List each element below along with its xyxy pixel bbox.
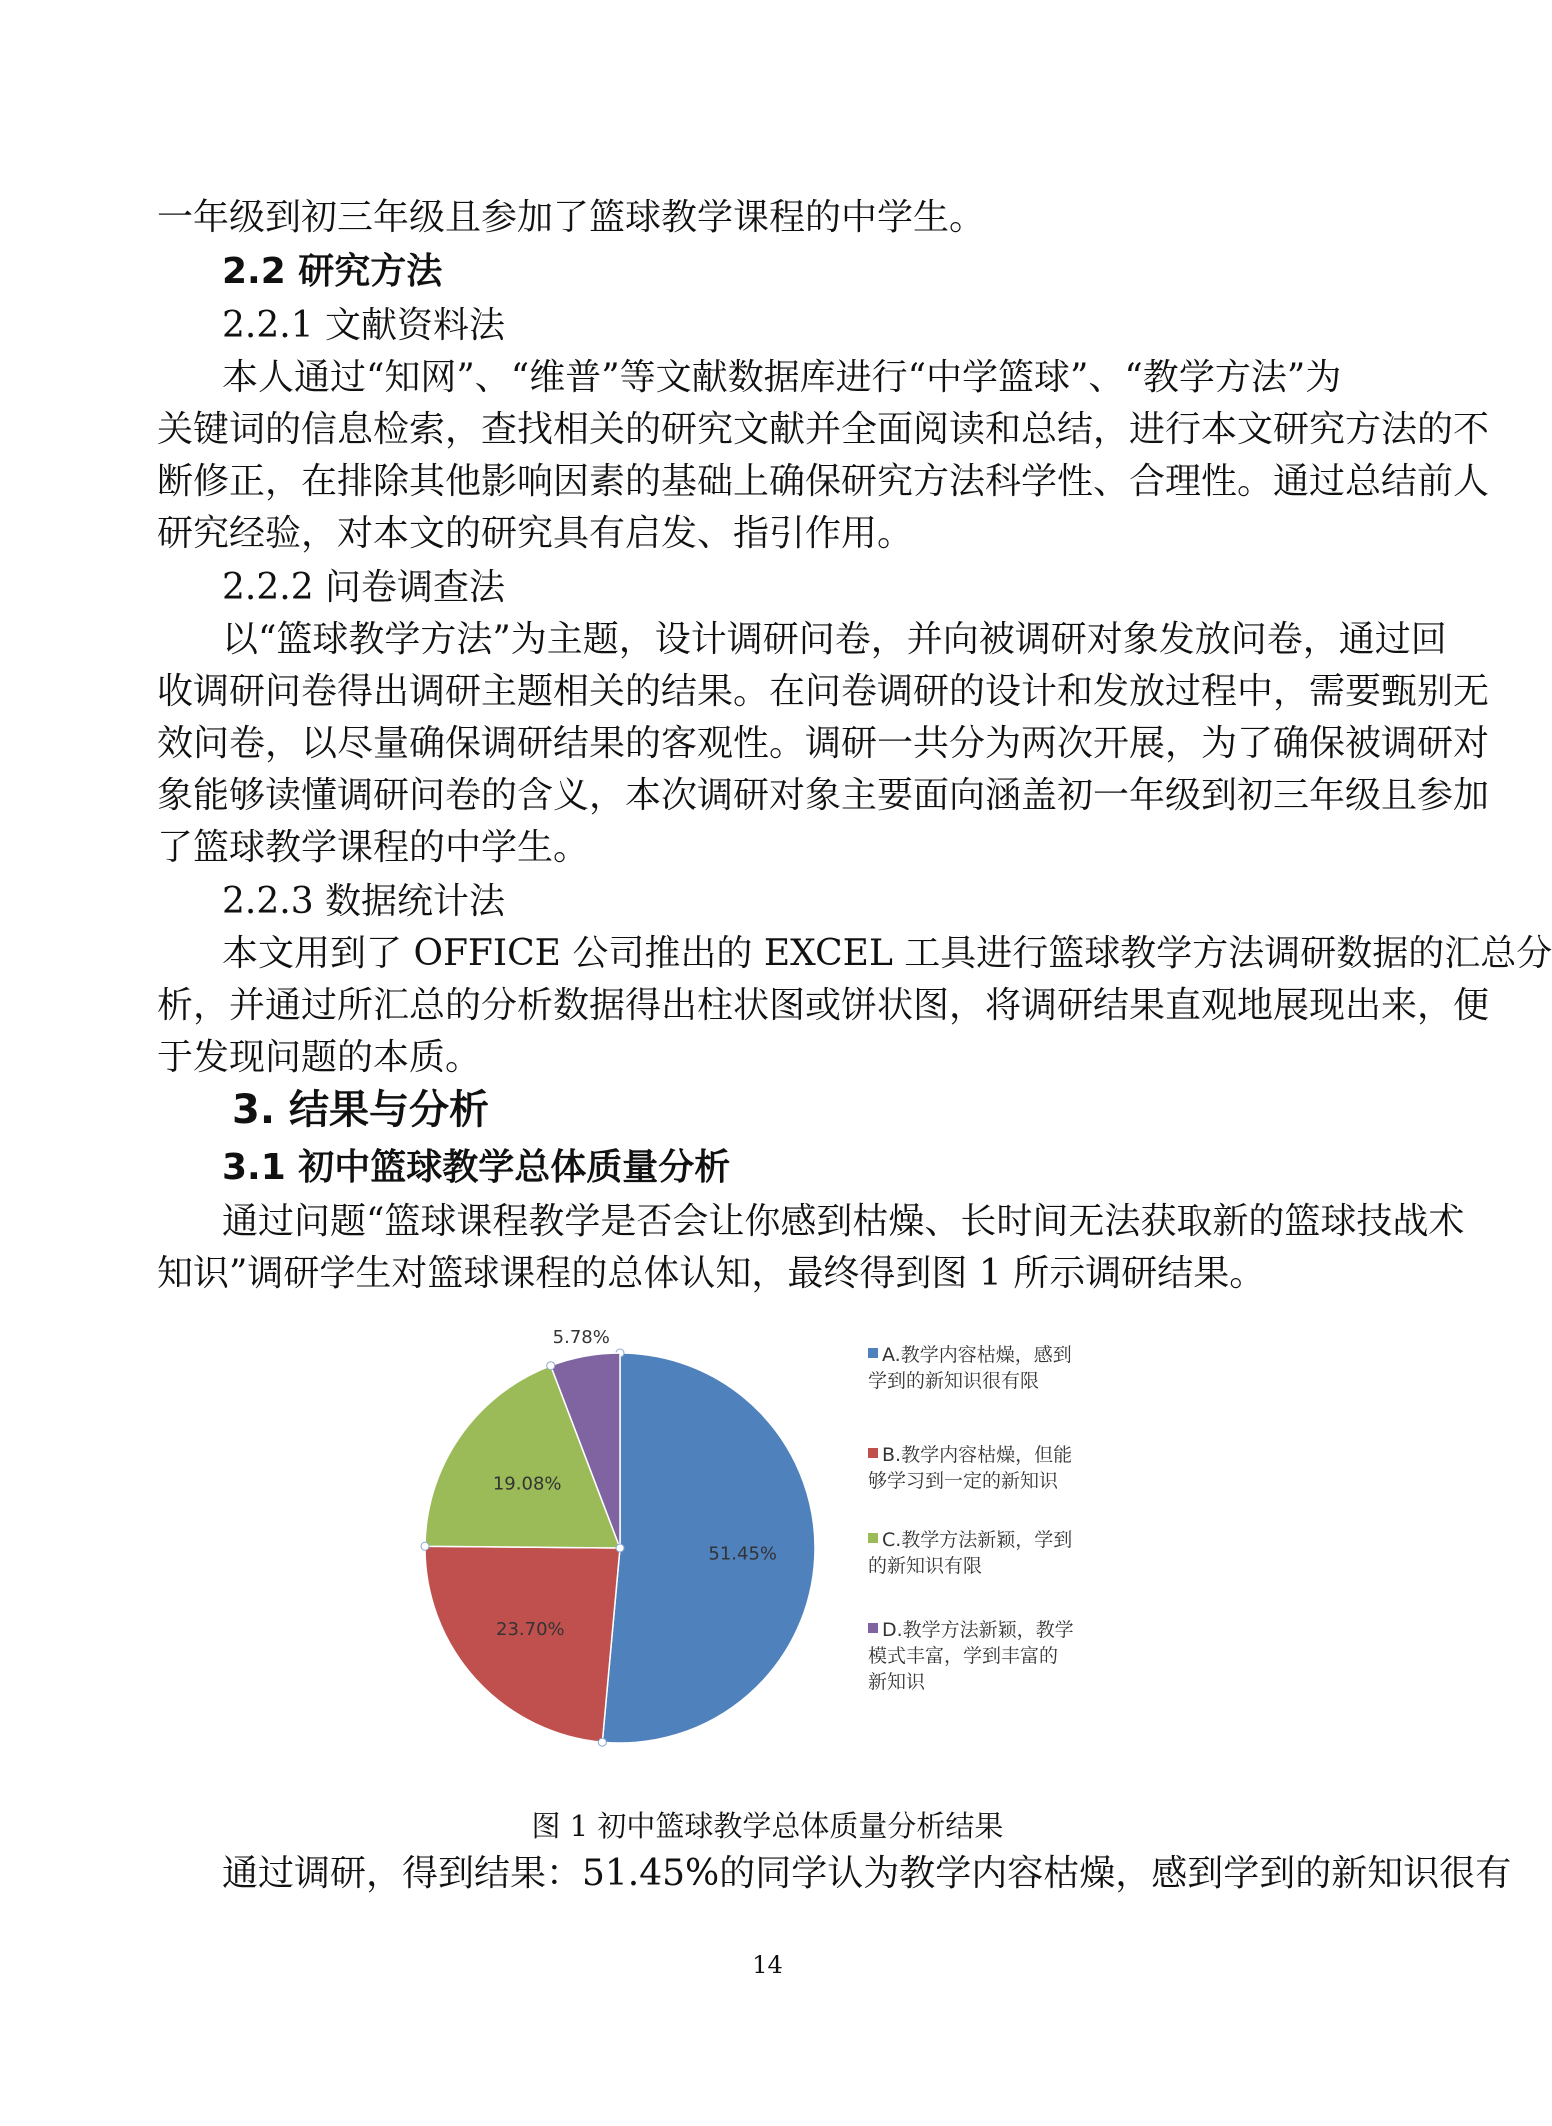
body-text-line: 本人通过“知网”、“维普”等文献数据库进行“中学篮球”、“教学方法”为	[222, 357, 1342, 398]
body-text-line: 本文用到了 OFFICE 公司推出的 EXCEL 工具进行篮球教学方法调研数据的汇总分	[222, 933, 1552, 974]
slice-marker	[421, 1542, 429, 1550]
legend-entry: 的新知识有限	[868, 1555, 983, 1577]
data-label: 5.78%	[552, 1327, 610, 1349]
subsection-heading: 2.2.1 文献资料法	[222, 305, 506, 346]
legend-entry: D.教学方法新颖，教学	[882, 1619, 1074, 1641]
slice-marker	[547, 1362, 555, 1370]
body-text-line: 断修正，在排除其他影响因素的基础上确保研究方法科学性、合理性。通过总结前人	[157, 461, 1490, 502]
legend-swatch	[868, 1623, 878, 1633]
body-text-line: 关键词的信息检索，查找相关的研究文献并全面阅读和总结，进行本文研究方法的不	[157, 409, 1490, 450]
legend-swatch	[868, 1533, 878, 1543]
center-marker	[616, 1544, 624, 1552]
body-text-line: 通过问题“篮球课程教学是否会让你感到枯燥、长时间无法获取新的篮球技战术	[222, 1201, 1465, 1242]
legend-entry: 学到的新知识很有限	[868, 1370, 1040, 1392]
page-number: 14	[752, 1951, 783, 1979]
legend-entry: C.教学方法新颖，学到	[882, 1529, 1073, 1551]
body-text-line: 象能够读懂调研问卷的含义，本次调研对象主要面向涵盖初一年级到初三年级且参加	[157, 775, 1490, 816]
legend-swatch	[868, 1448, 878, 1458]
body-text-line: 于发现问题的本质。	[157, 1037, 482, 1078]
legend-entry: 新知识	[868, 1671, 926, 1693]
body-text-line: 一年级到初三年级且参加了篮球教学课程的中学生。	[157, 197, 986, 238]
legend-swatch	[868, 1348, 878, 1358]
body-text-line: 收调研问卷得出调研主题相关的结果。在问卷调研的设计和发放过程中，需要甄别无	[157, 671, 1490, 712]
legend-entry: A.教学内容枯燥，感到	[882, 1344, 1072, 1366]
legend-entry: B.教学内容枯燥，但能	[882, 1444, 1073, 1466]
subsection-heading: 2.2.2 问卷调查法	[222, 567, 506, 608]
figure-caption: 图 1 初中篮球教学总体质量分析结果	[531, 1809, 1004, 1843]
slice-marker	[598, 1738, 606, 1746]
body-text-line: 以“篮球教学方法”为主题，设计调研问卷，并向被调研对象发放问卷，通过回	[222, 619, 1447, 660]
body-text-line: 效问卷，以尽量确保调研结果的客观性。调研一共分为两次开展，为了确保被调研对	[157, 723, 1490, 764]
pie-chart	[400, 1318, 1200, 1768]
body-text-line: 通过调研，得到结果：51.45%的同学认为教学内容枯燥，感到学到的新知识很有	[222, 1853, 1512, 1894]
subsection-heading: 2.2.3 数据统计法	[222, 881, 506, 922]
subsection-heading: 3.1 初中篮球教学总体质量分析	[222, 1147, 731, 1188]
body-text-line: 知识”调研学生对篮球课程的总体认知，最终得到图 1 所示调研结果。	[157, 1253, 1266, 1294]
pie-slice	[425, 1546, 620, 1742]
body-text-line: 研究经验，对本文的研究具有启发、指引作用。	[157, 513, 914, 554]
body-text-line: 了篮球教学课程的中学生。	[157, 827, 590, 868]
section-heading: 3. 结果与分析	[232, 1087, 489, 1133]
data-label: 51.45%	[708, 1543, 778, 1565]
body-text-line: 析，并通过所汇总的分析数据得出柱状图或饼状图，将调研结果直观地展现出来，便	[157, 985, 1490, 1026]
legend-entry: 够学习到一定的新知识	[868, 1470, 1059, 1492]
data-label: 19.08%	[492, 1473, 562, 1495]
data-label: 23.70%	[496, 1619, 565, 1641]
section-heading: 2.2 研究方法	[222, 251, 443, 292]
legend-entry: 模式丰富，学到丰富的	[868, 1645, 1059, 1667]
